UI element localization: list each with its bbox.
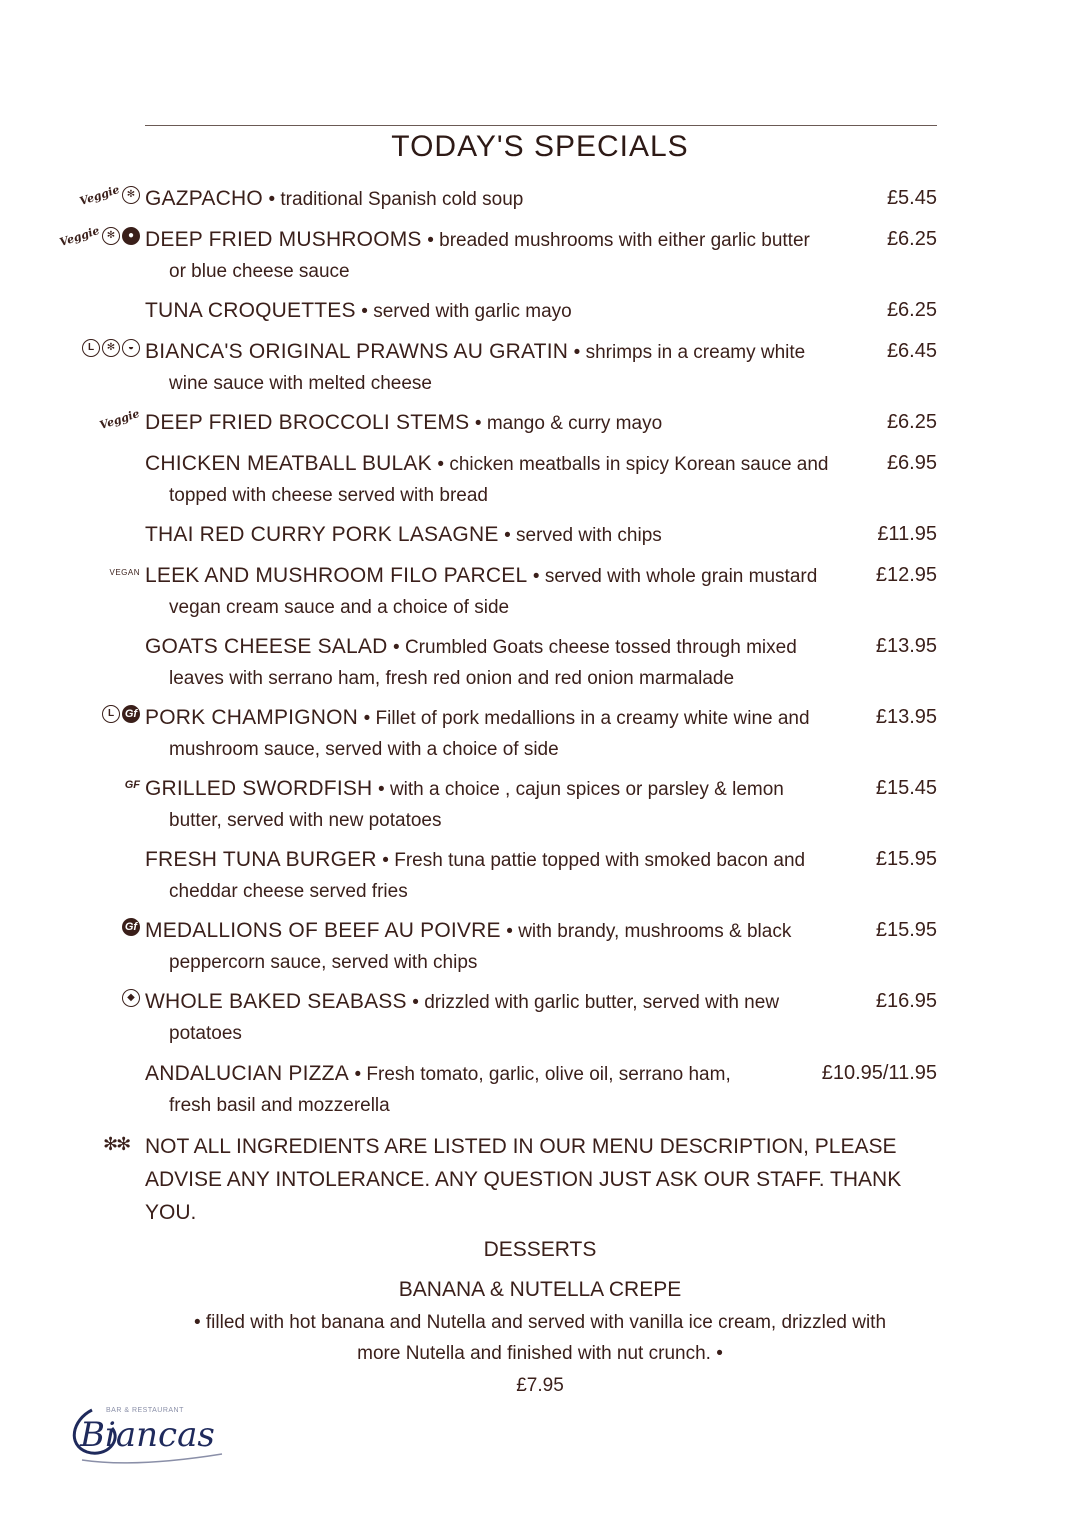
item-text: BIANCA'S ORIGINAL PRAWNS AU GRATIN • shrimps in a creamy white wine sauce with melted cheese bbox=[145, 336, 857, 399]
dietary-icons bbox=[122, 988, 140, 1008]
top-rule bbox=[145, 125, 937, 126]
item-name: WHOLE BAKED SEABASS bbox=[145, 990, 407, 1013]
item-price: £11.95 bbox=[877, 523, 937, 545]
item-name: GRILLED SWORDFISH bbox=[145, 777, 373, 800]
item-text: ANDALUCIAN PIZZA • Fresh tomato, garlic, olive oil, serrano ham, fresh basil and mozzerella bbox=[145, 1058, 857, 1121]
lactose-icon: L bbox=[102, 705, 120, 723]
item-description: mango & curry mayo bbox=[486, 413, 663, 434]
item-description-cont: topped with cheese served with bread bbox=[169, 485, 488, 506]
item-text: THAI RED CURRY PORK LASAGNE • served with chips bbox=[145, 523, 662, 546]
asterisk-icon: ✻✻ bbox=[103, 1134, 130, 1154]
item-name: TUNA CROQUETTES bbox=[145, 299, 356, 322]
item-price: £6.95 bbox=[886, 452, 937, 474]
item-name: GOATS CHEESE SALAD bbox=[145, 635, 388, 658]
veggie-icon: Veggie bbox=[97, 406, 142, 432]
item-description: Crumbled Goats cheese tossed through mixed bbox=[404, 637, 797, 658]
item-price: £12.95 bbox=[875, 564, 937, 586]
item-description: Fillet of pork medallions in a creamy white wine and bbox=[375, 708, 810, 729]
item-price: £6.25 bbox=[886, 411, 937, 433]
item-name: GAZPACHO bbox=[145, 187, 263, 210]
item-description: with a choice , cajun spices or parsley & lemon bbox=[389, 779, 784, 800]
item-name: DEEP FRIED BROCCOLI STEMS bbox=[145, 411, 470, 434]
dietary-icons bbox=[125, 775, 140, 795]
dessert-description-line1: • filled with hot banana and Nutella and served with vanilla ice cream, drizzled with bbox=[193, 1312, 887, 1333]
item-description-cont: leaves with serrano ham, fresh red onion and red onion marmalade bbox=[169, 668, 735, 689]
item-description: drizzled with garlic butter, served with new bbox=[424, 992, 780, 1013]
dietary-icons bbox=[57, 223, 140, 249]
dessert-description-line2: more Nutella and finished with nut crunch. • bbox=[357, 1343, 723, 1364]
item-description: served with chips bbox=[516, 525, 662, 546]
item-price: £15.95 bbox=[875, 919, 937, 941]
wheat-free-icon: ✻ bbox=[102, 227, 120, 245]
logo-underline bbox=[82, 1454, 222, 1463]
desserts-heading: DESSERTS bbox=[483, 1238, 597, 1261]
item-name: LEEK AND MUSHROOM FILO PARCEL bbox=[145, 564, 528, 587]
item-description: traditional Spanish cold soup bbox=[280, 189, 524, 210]
item-name: MEDALLIONS OF BEEF AU POIVRE bbox=[145, 919, 501, 942]
item-text: WHOLE BAKED SEABASS • drizzled with garlic butter, served with new potatoes bbox=[145, 986, 857, 1049]
item-description: Fresh tuna pattie topped with smoked bacon and bbox=[394, 850, 806, 871]
item-text: FRESH TUNA BURGER • Fresh tuna pattie topped with smoked bacon and cheddar cheese served fries bbox=[145, 844, 857, 907]
dessert-name: BANANA & NUTELLA CREPE bbox=[398, 1278, 682, 1301]
item-description-cont: mushroom sauce, served with a choice of side bbox=[169, 739, 559, 760]
page-title: TODAY'S SPECIALS bbox=[391, 130, 689, 163]
item-price: £6.25 bbox=[886, 228, 937, 250]
item-price: £6.25 bbox=[886, 299, 937, 321]
item-text: MEDALLIONS OF BEEF AU POIVRE • with brandy, mushrooms & black peppercorn sauce, served with chips bbox=[145, 915, 857, 978]
item-price: £16.95 bbox=[875, 990, 937, 1012]
biancas-logo bbox=[62, 1400, 232, 1470]
logo-text: Biancas bbox=[80, 1415, 215, 1455]
logo-tagline: BAR & RESTAURANT bbox=[106, 1407, 184, 1414]
vegan-icon: VEGAN bbox=[109, 567, 140, 577]
item-text: CHICKEN MEATBALL BULAK • chicken meatballs in spicy Korean sauce and topped with cheese served with bread bbox=[145, 448, 857, 511]
item-description: chicken meatballs in spicy Korean sauce and bbox=[449, 454, 829, 475]
dietary-icons bbox=[109, 562, 140, 582]
item-price: £5.45 bbox=[886, 187, 937, 209]
item-price: £15.45 bbox=[875, 777, 937, 799]
item-name: PORK CHAMPIGNON bbox=[145, 706, 359, 729]
veggie-icon: Veggie bbox=[57, 223, 102, 249]
lactose-icon: L bbox=[82, 339, 100, 357]
item-name: DEEP FRIED MUSHROOMS bbox=[145, 228, 422, 251]
item-name: CHICKEN MEATBALL BULAK bbox=[145, 452, 432, 475]
item-text: GAZPACHO • traditional Spanish cold soup bbox=[145, 187, 524, 210]
item-price: £10.95/11.95 bbox=[821, 1062, 937, 1084]
gluten-free-icon: Gf bbox=[122, 918, 140, 936]
gluten-free-icon: Gf bbox=[122, 705, 140, 723]
gluten-free-icon: GF bbox=[124, 779, 140, 791]
dessert-price: £7.95 bbox=[516, 1375, 564, 1396]
wheat-free-icon: ✻ bbox=[122, 186, 140, 204]
crustacean-icon: ◒ bbox=[122, 339, 140, 357]
item-description: Fresh tomato, garlic, olive oil, serrano ham, bbox=[366, 1064, 731, 1085]
item-price: £6.45 bbox=[886, 340, 937, 362]
item-description: breaded mushrooms with either garlic butter bbox=[439, 230, 810, 251]
item-description-cont: fresh basil and mozzerella bbox=[169, 1095, 390, 1116]
item-description-cont: peppercorn sauce, served with chips bbox=[169, 952, 478, 973]
item-description: with brandy, mushrooms & black bbox=[518, 921, 792, 942]
item-text: PORK CHAMPIGNON • Fillet of pork medallions in a creamy white wine and mushroom sauce, served with a choice of side bbox=[145, 702, 857, 765]
egg-icon: ● bbox=[122, 227, 140, 245]
wheat-free-icon: ✻ bbox=[102, 339, 120, 357]
item-name: THAI RED CURRY PORK LASAGNE bbox=[145, 523, 499, 546]
dietary-icons bbox=[102, 704, 140, 724]
item-text: GOATS CHEESE SALAD • Crumbled Goats cheese tossed through mixed leaves with serrano ham, fresh red onion and red onion marmalade bbox=[145, 631, 857, 694]
item-description-cont: potatoes bbox=[169, 1023, 242, 1044]
item-description: shrimps in a creamy white bbox=[585, 342, 806, 363]
item-description-cont: cheddar cheese served fries bbox=[169, 881, 408, 902]
item-description-cont: wine sauce with melted cheese bbox=[169, 373, 432, 394]
item-description-cont: butter, served with new potatoes bbox=[169, 810, 442, 831]
item-name: FRESH TUNA BURGER bbox=[145, 848, 377, 871]
item-price: £13.95 bbox=[875, 635, 937, 657]
item-description-cont: or blue cheese sauce bbox=[169, 261, 350, 282]
dietary-icons bbox=[122, 917, 140, 937]
item-price: £15.95 bbox=[875, 848, 937, 870]
fish-icon: ◆ bbox=[122, 989, 140, 1007]
item-description: served with whole grain mustard bbox=[544, 566, 818, 587]
item-name: ANDALUCIAN PIZZA bbox=[145, 1062, 349, 1085]
dietary-icons bbox=[82, 338, 140, 358]
item-text: GRILLED SWORDFISH • with a choice , cajun spices or parsley & lemon butter, served with new potatoes bbox=[145, 773, 857, 836]
item-text: DEEP FRIED BROCCOLI STEMS • mango & curry mayo bbox=[145, 411, 663, 434]
item-text: DEEP FRIED MUSHROOMS • breaded mushrooms with either garlic butter or blue cheese sauce bbox=[145, 224, 857, 287]
item-description-cont: vegan cream sauce and a choice of side bbox=[169, 597, 510, 618]
item-text: LEEK AND MUSHROOM FILO PARCEL • served with whole grain mustard vegan cream sauce and a choice of side bbox=[145, 560, 857, 623]
veggie-icon: Veggie bbox=[77, 182, 122, 208]
item-name: BIANCA'S ORIGINAL PRAWNS AU GRATIN bbox=[145, 340, 569, 363]
dietary-icons bbox=[77, 182, 140, 208]
item-text: TUNA CROQUETTES • served with garlic mayo bbox=[145, 299, 572, 322]
allergen-notice: NOT ALL INGREDIENTS ARE LISTED IN OUR MENU DESCRIPTION, PLEASE ADVISE ANY INTOLERANCE. ANY QUESTION JUST ASK OUR STAFF. THANK YOU. bbox=[145, 1135, 902, 1224]
dietary-icons bbox=[97, 406, 142, 432]
item-description: served with garlic mayo bbox=[373, 301, 572, 322]
item-price: £13.95 bbox=[875, 706, 937, 728]
